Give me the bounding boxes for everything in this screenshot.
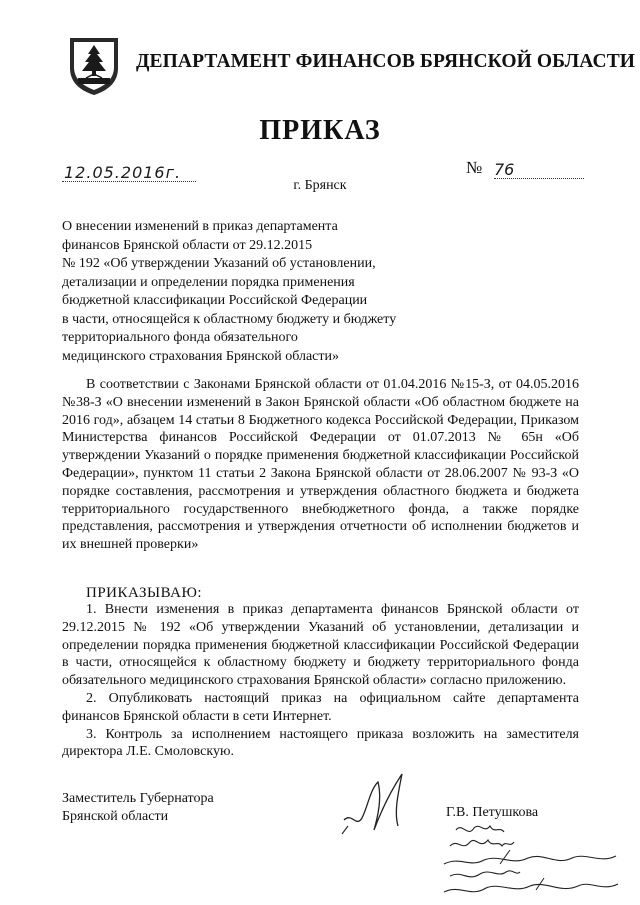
handwritten-signature bbox=[338, 768, 418, 838]
subject-line: бюджетной классификации Российской Федерации bbox=[62, 293, 368, 308]
signatory-position bbox=[62, 790, 214, 826]
document-title: ПРИКАЗ bbox=[259, 115, 381, 146]
subject-line: территориального фонда обязательного bbox=[62, 330, 298, 345]
order-item: 2. Опубликовать настоящий приказ на официальном сайте департамента финансов Брянской области в сети Интернет. bbox=[62, 690, 579, 724]
document-number: 76 bbox=[494, 160, 515, 179]
handwritten-note bbox=[440, 820, 620, 900]
city: г. Брянск bbox=[293, 178, 347, 193]
position-line: Брянской области bbox=[62, 809, 169, 824]
subject-line: № 192 «Об утверждении Указаний об установлении, bbox=[62, 256, 376, 271]
coat-of-arms-icon bbox=[66, 34, 122, 96]
document-date: 12.05.2016г. bbox=[64, 163, 182, 182]
order-item: 1. Внести изменения в приказ департамента финансов Брянской области от 29.12.2015 № 192 «Об утверждении Указаний об установлении, детализации и определении порядка применения бюджетной классификации Российской Федерации в части, относящейся к областному бюджету и бюджету территориального фонда обязательного медицинского страхования Брянской области» согласно приложению. bbox=[62, 602, 579, 689]
position-line: Заместитель Губернатора bbox=[62, 791, 214, 806]
subject-line: детализации и определении порядка применения bbox=[62, 274, 355, 290]
subject-line: в части, относящейся к областному бюджету и бюджету bbox=[62, 311, 397, 327]
number-label: № bbox=[466, 158, 483, 177]
subject-line: финансов Брянской области от 29.12.2015 bbox=[62, 237, 313, 253]
order-heading: ПРИКАЗЫВАЮ: bbox=[86, 585, 203, 601]
department-name: ДЕПАРТАМЕНТ ФИНАНСОВ БРЯНСКОЙ ОБЛАСТИ bbox=[136, 51, 636, 72]
subject-line: О внесении изменений в приказ департамента bbox=[62, 219, 338, 234]
signatory-name: Г.В. Петушкова bbox=[446, 805, 539, 820]
subject-block bbox=[62, 218, 422, 366]
order-items bbox=[62, 601, 579, 761]
order-item: 3. Контроль за исполнением настоящего приказа возложить на заместителя директора Л.Е. Смоловскую. bbox=[62, 726, 579, 760]
subject-line: медицинского страхования Брянской области» bbox=[62, 348, 339, 364]
preamble-paragraph: В соответствии с Законами Брянской области от 01.04.2016 №15-З, от 04.05.2016 №38-З «О внесении изменений в Закон Брянской области «Об областном бюджете на 2016 год», абзацем 14 статьи 8 Бюджетного кодекса Российской Федерации, Приказом Министерства финансов Российской Федерации от 01.07.2013 № 65н «Об утверждении Указаний о порядке применения бюджетной классификации Российской Федерации», пунктом 11 статьи 2 Закона Брянской области от 28.06.2007 № 93-З «О порядке составления, рассмотрения и утверждения областного бюджета и бюджета территориального государственного внебюджетного фонда, а также порядке представления, рассмотрения и утверждения отчетности об исполнении бюджетов и их внешней проверки» bbox=[62, 377, 579, 553]
